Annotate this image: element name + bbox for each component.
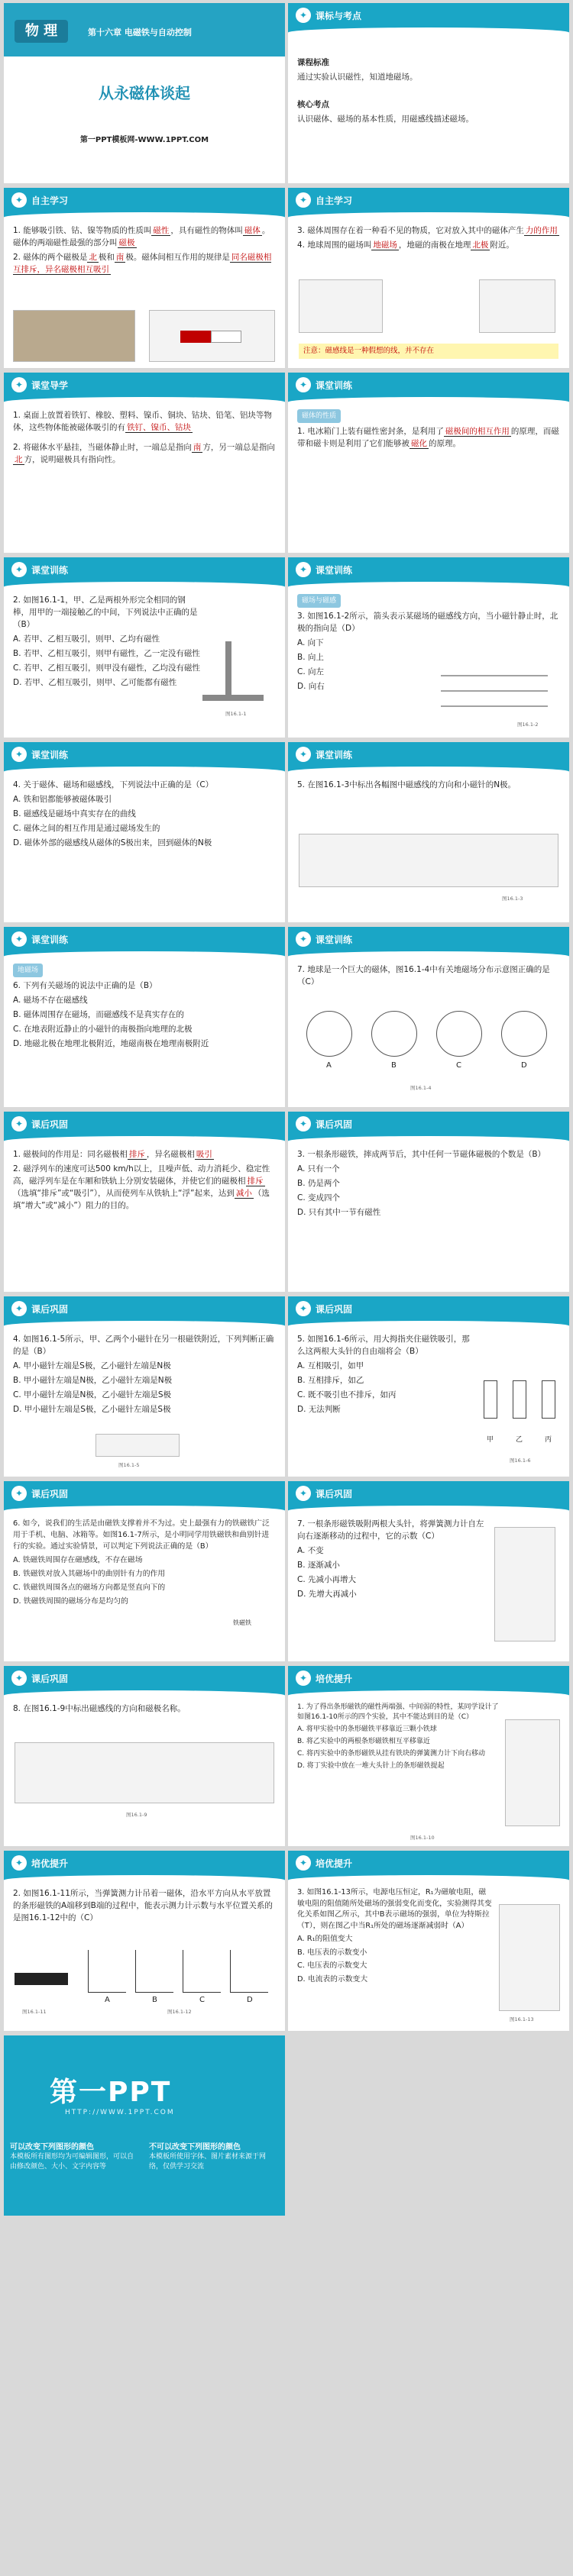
header-badge-icon: ✦ [296, 192, 311, 208]
bar-magnet-field-figure [299, 279, 383, 333]
standard-text: 通过实验认识磁性，知道地磁场。 [297, 73, 418, 82]
header-badge-icon: ✦ [11, 192, 27, 208]
header-badge-icon: ✦ [11, 1855, 27, 1871]
goals-slide [288, 3, 569, 183]
train-slide-2: ✦ 课堂训练 2. 如图16.1-1，甲、乙是两根外形完全相同的钢棒，用甲的一端接触乙的中间，下列说法中正确的是（B） A. 若甲、乙相互吸引，则甲、乙均有磁性 B. 若甲、乙相互吸引，则甲有磁性，乙一定没有磁性 C. 若甲、乙相互吸引，则甲没有磁性，乙均没有磁性 D. 若甲、乙相互吸引，则甲、乙可能都有磁性 图16.1-1 [4, 557, 285, 738]
lesson-title: 从永磁体谈起 [99, 84, 190, 102]
header-badge-icon: ✦ [11, 747, 27, 762]
earth-options-figure: A B C D [299, 1011, 558, 1072]
slide-header-title: 课堂训练 [31, 565, 69, 576]
cover-slide [4, 3, 285, 183]
header-badge-icon: ✦ [296, 1671, 311, 1686]
train-slide-5: ✦ 课堂训练 5. 在图16.1-3中标出各幅图中磁感线的方向和小磁针的N极。 图16.1-3 [288, 742, 569, 922]
core-heading: 核心考点 [297, 100, 329, 109]
consol-slide-5: ✦ 课后巩固 6. 如今，说我们的生活是由磁铁支撑着并不为过。史上最强有力的铁磁铁广泛用于手机、电脑、冰箱等。如图16.1-7所示，是小明同学用铁磁铁和曲别针进行的实验。通过实验情景，可以判定下列说法正确的是（B） A. 铁磁铁周围存在磁感线，不存在磁场 B. 铁磁铁对放入其磁场中的曲别针有力的作用 C. 铁磁铁周围各点的磁场方向都是竖直向下的 D. 铁磁铁周围的磁场分布是均匀的 铁磁铁 [4, 1481, 285, 1661]
steel-rod-b [202, 695, 264, 701]
slide-header-title: 培优提升 [316, 1858, 353, 1869]
header-badge-icon: ✦ [11, 562, 27, 577]
slide-header-title: 课堂训练 [316, 565, 353, 576]
consol-slide-1: ✦ 课后巩固 1. 磁极间的作用是：同名磁极相 排斥 ，异名磁极相 吸引 2. 磁浮列车的速度可达500 km/h以上，且噪声低、动力消耗少、稳定性高，磁浮列车是在车厢和铁轨上分别安装磁体，并使它们的磁极相 排斥（选填“排斥”或“吸引”），从而使列车从铁轨上“浮”起来，达到 减小 （选填“增大”或“减小”）阻力的目的。 [4, 1112, 285, 1292]
slide-header-title: 课堂训练 [316, 750, 353, 760]
header-badge-icon: ✦ [296, 747, 311, 762]
header-badge-icon: ✦ [11, 1486, 27, 1501]
header-badge-icon: ✦ [296, 1486, 311, 1501]
core-text: 认识磁体、磁场的基本性质，用磁感线描述磁场。 [297, 115, 474, 124]
slide-header-title: 课标与考点 [316, 11, 362, 21]
slide-header-title: 自主学习 [31, 195, 69, 206]
train-slide-7: ✦ 课堂训练 7. 地球是一个巨大的磁体，图16.1-4中有关地磁场分布示意图正确的是（C） A B C D 图16.1-4 [288, 927, 569, 1107]
slide-header-title: 课堂训练 [316, 380, 353, 391]
brand-logo: 第一PPT [50, 2077, 172, 2108]
slide-header-title: 课堂训练 [316, 935, 353, 945]
note-box: 注意：磁感线是一种假想的线，并不存在 [299, 344, 558, 359]
consol-slide-7: ✦ 课后巩固 8. 在图16.1-9中标出磁感线的方向和磁极名称。 图16.1-9 [4, 1666, 285, 1846]
slide-header-title: 自主学习 [316, 195, 353, 206]
header-badge-icon: ✦ [296, 931, 311, 947]
header-badge-icon: ✦ [11, 1116, 27, 1131]
spring-scale-figure [494, 1527, 555, 1641]
consol-slide-6: ✦ 课后巩固 7. 一根条形磁铁吸附两根大头针，将弹簧测力计自左向右逐渐移动的过程中，它的示数（C） A. 不变 B. 逐渐减小 C. 先减小再增大 D. 先增大再减小 [288, 1481, 569, 1661]
experiment-figure [505, 1719, 560, 1826]
header-badge-icon: ✦ [296, 377, 311, 392]
consol-slide-3: ✦ 课后巩固 4. 如图16.1-5所示，甲、乙两个小磁针在另一根磁铁附近，下列判断正确的是（B） A. 甲小磁针左端是S极，乙小磁针左端是N极 B. 甲小磁针左端是N极，乙小磁针左端是N极 C. 甲小磁针左端是N极，乙小磁针左端是S极 D. 甲小磁针左端是S极，乙小磁针左端是S极 图16.1-5 [4, 1296, 285, 1477]
circuit-figure [499, 1904, 560, 2011]
field-lines-figure [15, 1742, 274, 1803]
guide-slide: ✦ 课堂导学 1. 桌面上放置着铁钉、橡胶、塑料、镍币、铜块、钴块、铅笔、铝块等物体，这些物体能被磁体吸引的有 铁钉、镍币、钴块 2. 将磁体水平悬挂，当磁体静止时，一端总是指向 南 方，另一端总是指向北 方，说明磁极具有指向性。 [4, 373, 285, 553]
steel-rod-a [225, 641, 231, 695]
header-badge-icon: ✦ [11, 1301, 27, 1316]
slide-header-title: 课堂训练 [31, 750, 69, 760]
end-slide: 第一PPT HTTP://WWW.1PPT.COM 可以改变下列图形的颜色 本模板所有图形均为可编辑图形，可以自由修改颜色、大小、文字内容等 不可以改变下列图形的颜色 本模板所使用字体、图片素材来源于网络，仅供学习交流 [4, 2035, 285, 2216]
header-badge-icon: ✦ [11, 1671, 27, 1686]
brand-url: HTTP://WWW.1PPT.COM [65, 2109, 175, 2116]
consol-slide-2: ✦ 课后巩固 3. 一根条形磁铁，摔成两节后，其中任何一节磁体磁极的个数是（B） A. 只有一个 B. 仍是两个 C. 变成四个 D. 只有其中一节有磁性 [288, 1112, 569, 1292]
train-slide-6: ✦ 课堂训练 地磁场 6. 下列有关磁场的说法中正确的是（B） A. 磁场不存在磁感线 B. 磁体周围存在磁场，而磁感线不是真实存在的 C. 在地表附近静止的小磁针的南极指向地理的北极 D. 地磁北极在地理北极附近，地磁南极在地理南极附近 [4, 927, 285, 1107]
header-badge-icon: ✦ [296, 1116, 311, 1131]
slide-header-title: 课后巩固 [316, 1119, 353, 1130]
header-badge-icon: ✦ [296, 1855, 311, 1871]
header-badge-icon: ✦ [11, 377, 27, 392]
improve-slide-1: ✦ 培优提升 1. 为了得出条形磁铁的磁性两端强、中间弱的特性，某同学设计了如图16.1-10所示的四个实验，其中不能达到目的是（C） A. 将甲实验中的条形磁铁平移靠近三颗小铁球 B. 将乙实验中的两根条形磁铁相互平移靠近 C. 将丙实验中的条形磁铁从挂有铁块的弹簧测力计下向右移动 D. 将丁实验中放在一堆大头针上的条形磁铁提起 图16.1-10 [288, 1666, 569, 1846]
train-slide-1: ✦ 课堂训练 磁体的性质 1. 电冰箱门上装有磁性密封条，是利用了 磁极间的相互作用 的原理，而磁带和磁卡则是利用了它们能够被 磁化 的原理。 [288, 373, 569, 553]
magnet-image [149, 310, 275, 362]
consol-slide-4: ✦ 课后巩固 5. 如图16.1-6所示，用大拇指夹住磁铁吸引，那么这两根大头针的自由端将会（B） A. 互相吸引，如甲 B. 互相排斥，如乙 C. 既不吸引也不排斥，如丙 D. 无法判断 甲 乙 丙 图16.1-6 [288, 1296, 569, 1477]
subject-badge: 物 理 [15, 20, 68, 43]
improve-slide-2: ✦ 培优提升 2. 如图16.1-11所示，当弹簧测力计吊着一磁体，沿水平方向从水平放置的条形磁铁的A端移到B端的过程中，能表示测力计示数与水平位置关系的是图16.1-12中的（C） A B C D 图16.1-11 图16.1-12 [4, 1851, 285, 2031]
slide-header-title: 课后巩固 [31, 1489, 69, 1499]
pins-figure: 甲 乙 丙 [479, 1380, 563, 1449]
earth-field-figure [479, 279, 555, 333]
self-study-slide-1: ✦ 自主学习 1. 能够吸引铁、钴、镍等物质的性质叫 磁性 ，具有磁性的物体叫 磁体 。磁体的两端磁性最强的部分叫 磁极 2. 磁体的两个磁极是 北 极和 南 极。磁体间相互作用的规律是 同名磁极相互排斥，异名磁极相互吸引 [4, 188, 285, 368]
magnet-pairs-figure [299, 834, 558, 887]
needles-figure [96, 1434, 180, 1457]
standard-heading: 课程标准 [297, 58, 329, 67]
field-lines-figure [441, 664, 555, 718]
slide-header-title: 课后巩固 [316, 1304, 353, 1315]
header-badge-icon: ✦ [296, 1301, 311, 1316]
slide-header-title: 课后巩固 [316, 1489, 353, 1499]
slide-header-title: 课后巩固 [31, 1674, 69, 1684]
header-badge-icon: ✦ [296, 8, 311, 23]
slide-header-title: 培优提升 [31, 1858, 69, 1869]
slide-header-title: 课后巩固 [31, 1304, 69, 1315]
compass-image [13, 310, 135, 362]
header-badge-icon: ✦ [11, 931, 27, 947]
slide-header-title: 课后巩固 [31, 1119, 69, 1130]
empty-cell [288, 2035, 569, 2216]
website-label: 第一PPT模板网-WWW.1PPT.COM [79, 136, 209, 144]
improve-slide-3: ✦ 培优提升 3. 如图16.1-13所示，电源电压恒定，R₁为磁敏电阻，磁敏电阻的阻值随所处磁场的强弱变化而变化，实验测得其变化关系如图乙所示，其中B表示磁场的强弱，单位为特斯拉（T），则在图乙中当R₁所处的磁场逐渐减弱时（A） A. R₁的阻值变大 B. 电压表的示数变小 C. 电压表的示数变大 D. 电流表的示数变大 图16.1-13 [288, 1851, 569, 2031]
chapter-title: 第十六章 电磁铁与自动控制 [88, 27, 192, 37]
slide-header-title: 课堂训练 [31, 935, 69, 945]
slide-header-title: 课堂导学 [31, 380, 69, 391]
train-slide-3: ✦ 课堂训练 磁场与磁感 3. 如图16.1-2所示，箭头表示某磁场的磁感线方向，当小磁针静止时，北极的指向是（D） A. 向下 B. 向上 C. 向左 D. 向右 图16.1-2 [288, 557, 569, 738]
graphs-figure: A B C D 图16.1-11 图16.1-12 [15, 1950, 274, 2019]
slide-header-title: 培优提升 [316, 1674, 353, 1684]
train-slide-4: ✦ 课堂训练 4. 关于磁体、磁场和磁感线，下列说法中正确的是（C） A. 铁和铝都能够被磁体吸引 B. 磁感线是磁场中真实存在的曲线 C. 磁体之间的相互作用是通过磁场发生的 D. 磁体外部的磁感线从磁体的S极出来，回到磁体的N极 [4, 742, 285, 922]
header-badge-icon: ✦ [296, 562, 311, 577]
self-study-slide-2: ✦ 自主学习 3. 磁体周围存在着一种看不见的物质，它对放入其中的磁体产生 力的作用 4. 地球周围的磁场叫 地磁场 ，地磁的南极在地理 北极 附近。 注意：磁感线是一种假想的线，并不存在 [288, 188, 569, 368]
